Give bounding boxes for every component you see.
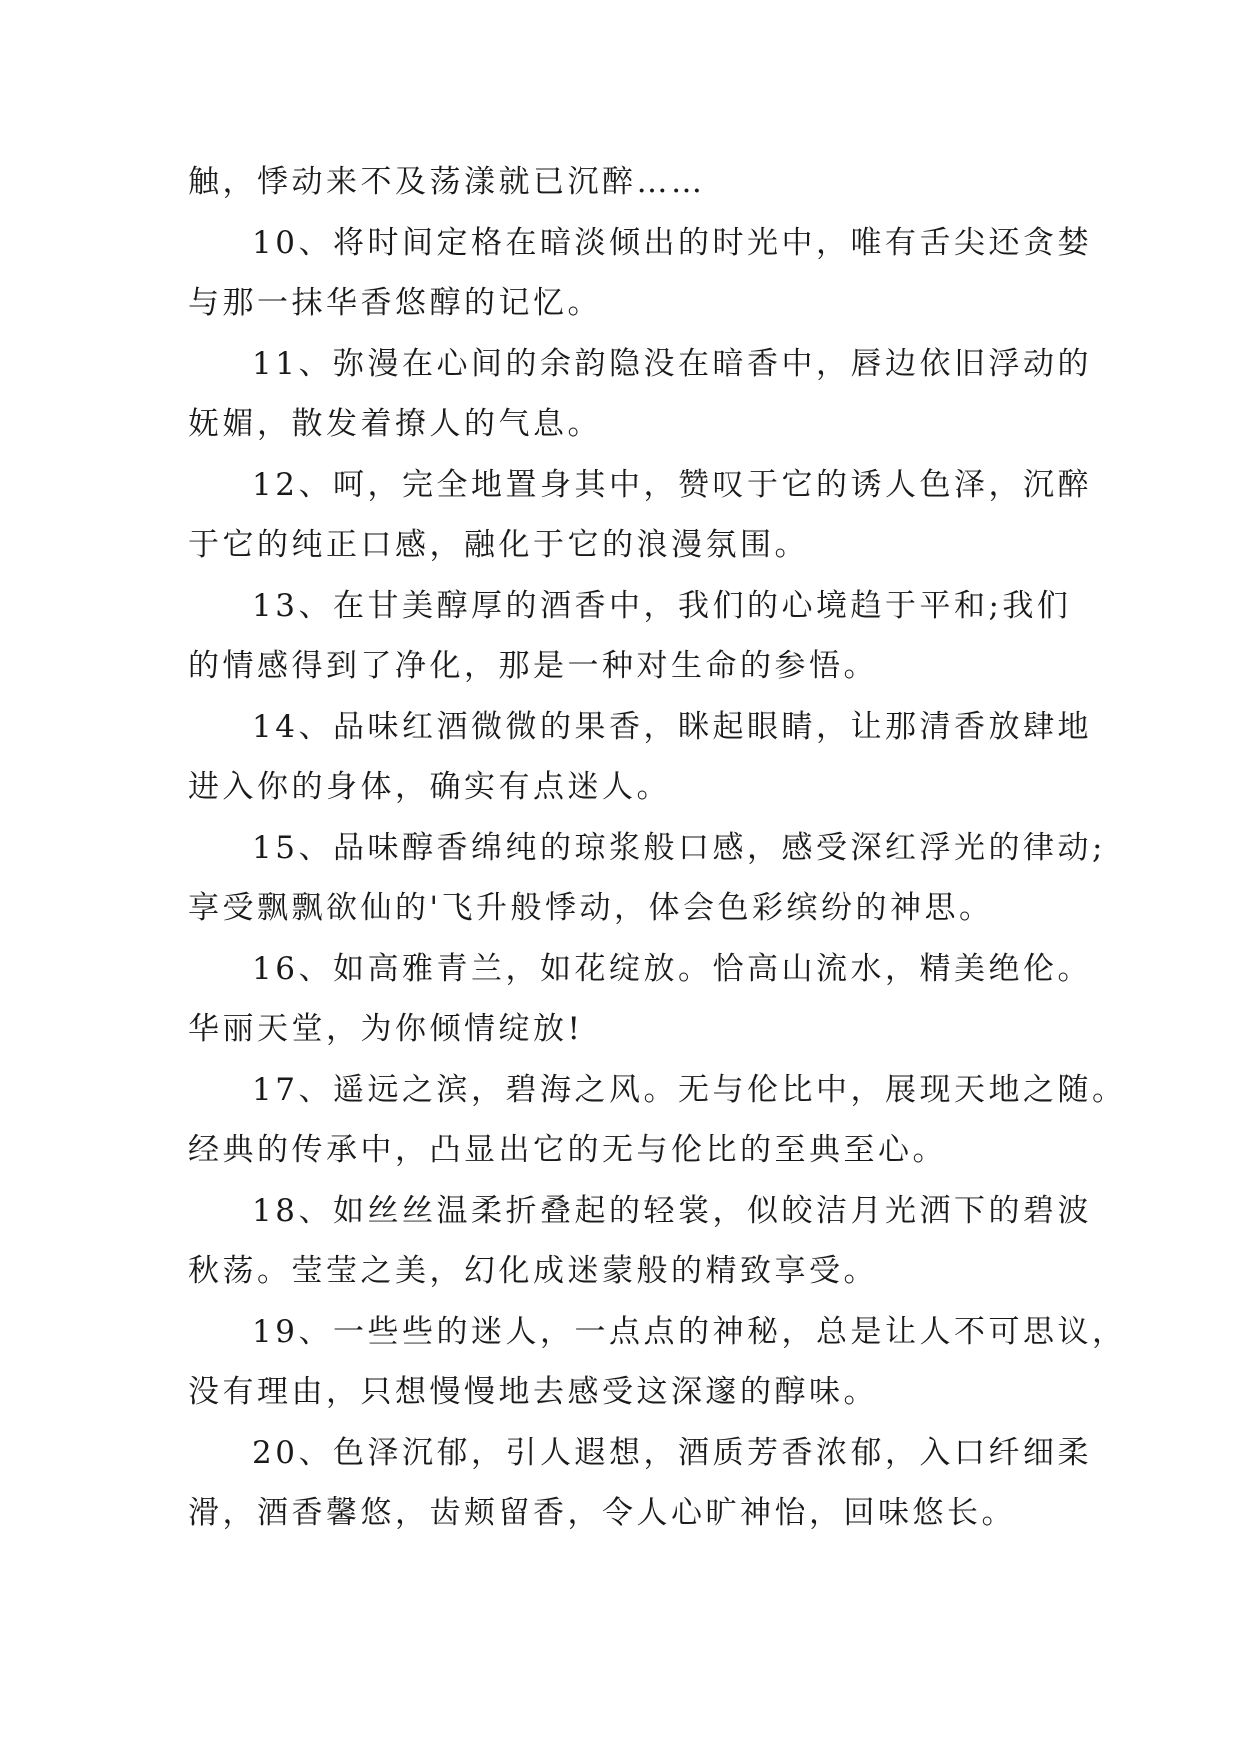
paragraph-line: 14、品味红酒微微的果香，眯起眼睛，让那清香放肆地 (252, 708, 1092, 745)
paragraph-line: 13、在甘美醇厚的酒香中，我们的心境趋于平和;我们 (252, 587, 1072, 624)
paragraph-line: 妩媚，散发着撩人的气息。 (188, 406, 602, 442)
paragraph-line: 11、弥漫在心间的余韵隐没在暗香中，唇边依旧浮动的 (252, 345, 1092, 382)
paragraph-item-19 (188, 1302, 1127, 1423)
paragraph-item-10 (188, 213, 1092, 334)
paragraph-line: 10、将时间定格在暗淡倾出的时光中，唯有舌尖还贪婪 (252, 224, 1092, 261)
paragraph-item-17 (188, 1060, 1127, 1181)
paragraph-line: 19、一些些的迷人，一点点的神秘，总是让人不可思议， (252, 1313, 1127, 1350)
paragraph-item-14 (188, 697, 1092, 818)
paragraph-line: 进入你的身体，确实有点迷人。 (188, 769, 671, 805)
paragraph-line: 与那一抹华香悠醇的记忆。 (188, 285, 602, 321)
paragraph-line: 16、如高雅青兰，如花绽放。恰高山流水，精美绝伦。 (252, 950, 1092, 987)
paragraph-line: 触，悸动来不及荡漾就已沉醉…… (188, 164, 706, 200)
paragraph-line: 没有理由，只想慢慢地去感受这深邃的醇味。 (188, 1374, 878, 1410)
paragraph-line: 于它的纯正口感，融化于它的浪漫氛围。 (188, 527, 809, 563)
paragraph-line: 的情感得到了净化，那是一种对生命的参悟。 (188, 648, 878, 684)
paragraph-line: 秋荡。莹莹之美，幻化成迷蒙般的精致享受。 (188, 1253, 878, 1289)
paragraph-continuation (188, 152, 1058, 213)
paragraph-line: 20、色泽沉郁，引人遐想，酒质芳香浓郁，入口纤细柔 (252, 1434, 1092, 1471)
paragraph-line: 18、如丝丝温柔折叠起的轻裳，似皎洁月光洒下的碧波 (252, 1192, 1092, 1229)
paragraph-line: 享受飘飘欲仙的'飞升般悸动，体会色彩缤纷的神思。 (188, 890, 994, 926)
paragraph-line: 华丽天堂，为你倾情绽放! (188, 1011, 584, 1047)
document-page (188, 152, 1127, 1544)
paragraph-line: 滑，酒香馨悠，齿颊留香，令人心旷神怡，回味悠长。 (188, 1495, 1016, 1531)
paragraph-line: 经典的传承中，凸显出它的无与伦比的至典至心。 (188, 1132, 947, 1168)
paragraph-item-18 (188, 1181, 1092, 1302)
paragraph-item-16 (188, 939, 1092, 1060)
paragraph-item-20 (188, 1423, 1092, 1544)
paragraph-item-13 (188, 576, 1072, 697)
paragraph-line: 17、遥远之滨，碧海之风。无与伦比中，展现天地之随。 (252, 1071, 1127, 1108)
paragraph-item-11 (188, 334, 1092, 455)
paragraph-line: 12、呵，完全地置身其中，赞叹于它的诱人色泽，沉醉 (252, 466, 1092, 503)
paragraph-item-15 (188, 818, 1106, 939)
paragraph-line: 15、品味醇香绵纯的琼浆般口感，感受深红浮光的律动; (252, 829, 1106, 866)
paragraph-item-12 (188, 455, 1092, 576)
